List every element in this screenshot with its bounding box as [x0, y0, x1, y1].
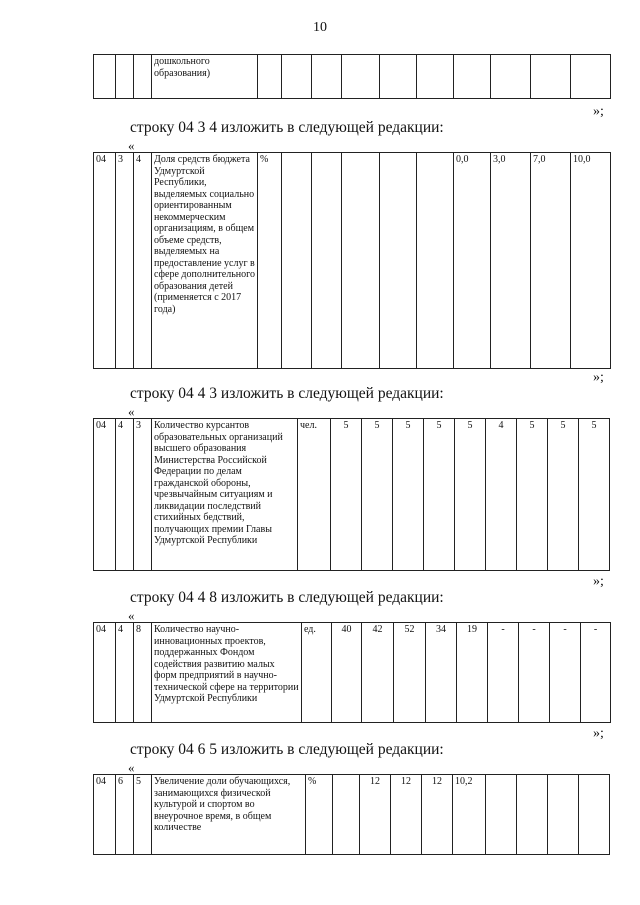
value-cell: 10,2 — [453, 775, 486, 855]
value-cell: 12 — [360, 775, 391, 855]
table-row — [94, 153, 611, 369]
value-cell: 12 — [422, 775, 453, 855]
table-row-04-3-4 — [93, 152, 611, 369]
section-heading: строку 04 3 4 изложить в следующей редакции: — [130, 119, 444, 136]
value-cell: - — [581, 623, 611, 723]
value-cell — [579, 775, 610, 855]
value-cell: 5 — [579, 419, 610, 571]
code-cell: 8 — [134, 623, 152, 723]
value-cell: - — [488, 623, 519, 723]
value-cell: - — [550, 623, 581, 723]
page-number: 10 — [313, 20, 327, 35]
section-heading: строку 04 4 8 изложить в следующей редакции: — [130, 589, 444, 606]
unit-cell: ед. — [302, 623, 332, 723]
value-cell — [333, 775, 360, 855]
indicator-name: Количество научно-инновационных проектов, поддержанных Фондом содействия развитию малых форм предприятий в научно-технической сфере на территории Удмуртской Республики — [152, 623, 302, 723]
code-cell: 4 — [134, 153, 152, 369]
value-cell: - — [519, 623, 550, 723]
value-cell: 5 — [362, 419, 393, 571]
value-cell: 12 — [391, 775, 422, 855]
code-cell: 6 — [116, 775, 134, 855]
value-cell: 10,0 — [571, 153, 611, 369]
table-row-04-4-3 — [93, 418, 610, 571]
value-cell — [282, 153, 312, 369]
indicator-name: Увеличение доли обучающихся, занимающихся физической культурой и спортом во внеурочное время, в общем количестве — [152, 775, 306, 855]
value-cell: 7,0 — [531, 153, 571, 369]
section-heading: строку 04 4 3 изложить в следующей редакции: — [130, 385, 444, 402]
value-cell: 5 — [393, 419, 424, 571]
value-cell — [417, 153, 454, 369]
table-row — [94, 419, 610, 571]
table-row — [94, 55, 611, 99]
value-cell: 0,0 — [454, 153, 491, 369]
value-cell: 34 — [426, 623, 457, 723]
value-cell: 52 — [394, 623, 426, 723]
indicator-name: Доля средств бюджета Удмуртской Республики, выделяемых социально ориентированным некоммерческим организациям, в общем объеме средств, выделяемых на предоставление услуг в сфере дополнительного образования детей (применяется с 2017 года) — [152, 153, 258, 369]
quote-open: « — [128, 608, 135, 623]
table-row — [94, 775, 610, 855]
value-cell: 42 — [362, 623, 394, 723]
code-cell: 04 — [94, 623, 116, 723]
row-name: дошкольного образования) — [152, 55, 258, 99]
value-cell — [342, 153, 380, 369]
value-cell: 5 — [331, 419, 362, 571]
value-cell: 19 — [457, 623, 488, 723]
quote-close: »; — [593, 574, 604, 589]
value-cell — [312, 153, 342, 369]
value-cell: 4 — [486, 419, 517, 571]
value-cell: 5 — [548, 419, 579, 571]
code-cell: 04 — [94, 153, 116, 369]
value-cell: 5 — [517, 419, 548, 571]
table-row-04-6-5 — [93, 774, 610, 855]
value-cell — [486, 775, 517, 855]
unit-cell: чел. — [298, 419, 331, 571]
quote-open: « — [128, 760, 135, 775]
quote-open: « — [128, 404, 135, 419]
quote-close: »; — [593, 726, 604, 741]
code-cell: 04 — [94, 775, 116, 855]
value-cell — [548, 775, 579, 855]
code-cell: 4 — [116, 623, 134, 723]
quote-close: »; — [593, 104, 604, 119]
value-cell: 5 — [455, 419, 486, 571]
indicator-name: Количество курсантов образовательных организаций высшего образования Министерства Российской Федерации по делам гражданской обороны, чрезвычайным ситуациям и ликвидации последствий стихийных бедствий, получающих премии Главы Удмуртской Республики — [152, 419, 298, 571]
table-fragment-top — [93, 54, 611, 99]
table-row-04-4-8 — [93, 622, 611, 723]
quote-open: « — [128, 138, 135, 153]
code-cell: 04 — [94, 419, 116, 571]
unit-cell: % — [258, 153, 282, 369]
code-cell: 3 — [134, 419, 152, 571]
quote-close: »; — [593, 370, 604, 385]
value-cell: 40 — [332, 623, 362, 723]
value-cell — [517, 775, 548, 855]
code-cell: 4 — [116, 419, 134, 571]
table-row — [94, 623, 611, 723]
value-cell — [380, 153, 417, 369]
code-cell: 5 — [134, 775, 152, 855]
code-cell: 3 — [116, 153, 134, 369]
section-heading: строку 04 6 5 изложить в следующей редакции: — [130, 741, 444, 758]
value-cell: 3,0 — [491, 153, 531, 369]
value-cell: 5 — [424, 419, 455, 571]
unit-cell: % — [306, 775, 333, 855]
